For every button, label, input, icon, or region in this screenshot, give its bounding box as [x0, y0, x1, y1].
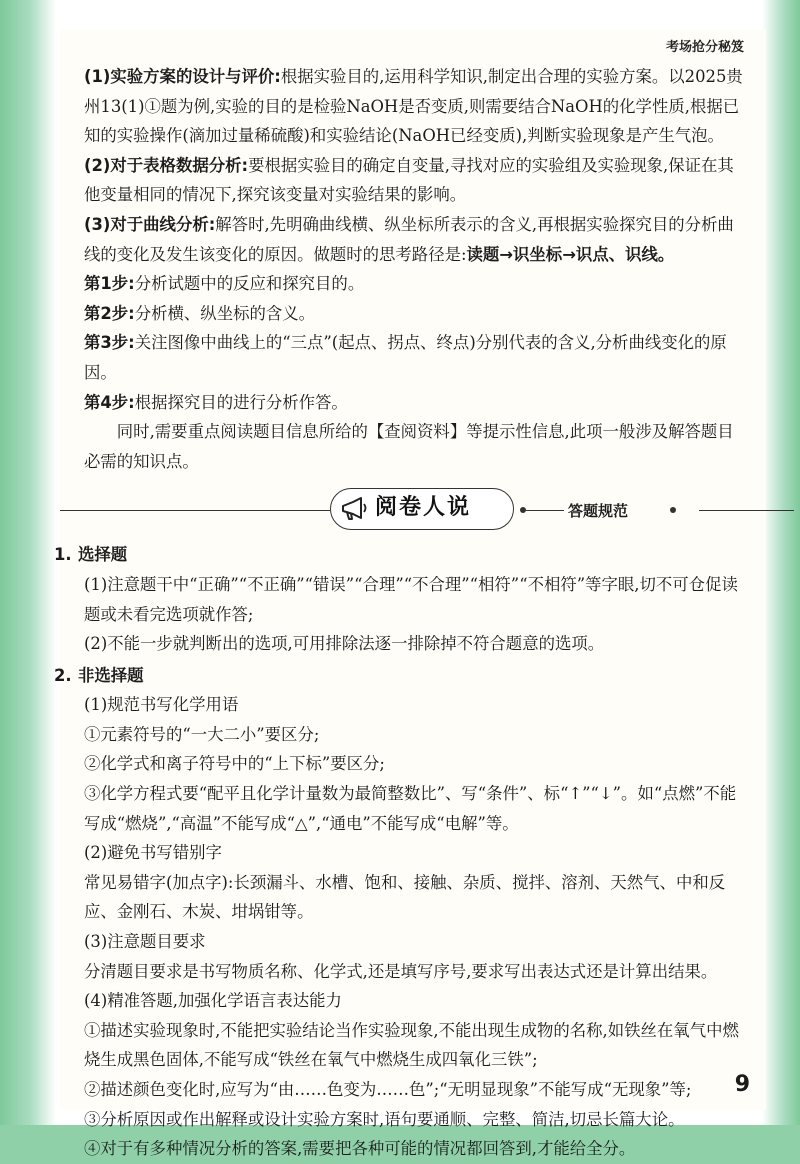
- step-1-text: 分析试题中的反应和探究目的。: [134, 274, 365, 294]
- running-header: 考场抢分秘笈: [665, 40, 744, 55]
- section-2-line: ①元素符号的“一大二小”要区分;: [84, 724, 320, 744]
- step-4: [84, 388, 746, 418]
- intro-1-heading: (1)实验方案的设计与评价:: [84, 67, 281, 86]
- intro-para-1: [84, 62, 746, 151]
- banner-title: 阅卷人说: [375, 495, 472, 521]
- step-2-text: 分析横、纵坐标的含义。: [134, 303, 316, 323]
- step-2: [84, 299, 746, 329]
- step-4-label: 第4步:: [84, 392, 135, 412]
- intro-para-3: [84, 210, 746, 269]
- banner-rule-right: [699, 510, 794, 511]
- section-2-number: 2.: [54, 665, 72, 685]
- step-2-label: 第2步:: [84, 303, 135, 323]
- section-2-line: ②化学式和离子符号中的“上下标”要区分;: [84, 754, 385, 774]
- section-2-line: ②描述颜色变化时,应写为“由……色变为……色”;“无明显现象”不能写成“无现象”等;: [84, 1080, 692, 1099]
- step-3-label: 第3步:: [84, 333, 135, 353]
- megaphone-icon: [339, 494, 369, 524]
- section-1-number: 1.: [54, 545, 72, 565]
- step-4-text: 根据探究目的进行分析作答。: [134, 392, 348, 412]
- section-1-heading: [54, 540, 746, 570]
- intro-2-heading: (2)对于表格数据分析:: [84, 155, 249, 175]
- section-1-line: (1)注意题干中“正确”“不正确”“错误”“合理”“不合理”“相符”“不相符”等字眼,切不可仓促读题或未看完选项就作答;: [84, 574, 738, 624]
- section-choice: [54, 540, 746, 658]
- page-number: 9: [734, 1072, 750, 1097]
- section-1-line: (2)不能一步就判断出的选项,可用排除法逐一排除掉不符合题意的选项。: [84, 634, 605, 654]
- step-1: [84, 269, 746, 299]
- intro-para-2: [84, 151, 746, 210]
- section-2-line: ③分析原因或作出解释或设计实验方案时,语句要通顺、完整、简洁,切忌长篇大论。: [84, 1109, 685, 1129]
- section-1-title: 选择题: [78, 545, 128, 565]
- section-2-line: ④对于有多种情况分析的答案,需要把各种可能的情况都回答到,才能给全分。: [84, 1139, 636, 1159]
- section-2-line: (1)规范书写化学用语: [84, 695, 239, 715]
- banner-dot-right: [670, 507, 676, 513]
- banner-badge: [330, 488, 514, 530]
- section-2-title: 非选择题: [78, 665, 144, 685]
- intro-2-text: 要根据实验目的确定自变量,寻找对应的实验组及实验现象,保证在其他变量相同的情况下,探究该变量对实验结果的影响。: [84, 155, 734, 205]
- section-banner: [60, 480, 770, 538]
- step-3: [84, 328, 746, 387]
- section-2-line: (3)注意题目要求: [84, 932, 206, 952]
- section-2-line: ③化学方程式要“配平且化学计量数为最简整数比”、写“条件”、标“↑”“↓”。如“点燃”不能写成“燃烧”,“高温”不能写成“△”,“通电”不能写成“电解”等。: [84, 784, 737, 833]
- section-2-line: 分清题目要求是书写物质名称、化学式,还是填写序号,要求写出表达式还是计算出结果。: [84, 961, 718, 981]
- intro-3-heading: (3)对于曲线分析:: [84, 214, 216, 234]
- section-2-line: (4)精准答题,加强化学语言表达能力: [84, 991, 342, 1011]
- intro-3-path: 读题→识坐标→识点、识线。: [466, 244, 675, 264]
- section-2-line: ①描述实验现象时,不能把实验结论当作实验现象,不能出现生成物的名称,如铁丝在氧气中燃烧生成黑色固体,不能写成“铁丝在氧气中燃烧生成四氧化三铁”;: [84, 1020, 739, 1070]
- section-2-line: 常见易错字(加点字):长颈漏斗、水槽、饱和、接触、杂质、搅拌、溶剂、天然气、中和反应、金刚石、木炭、坩埚钳等。: [84, 872, 726, 922]
- step-3-text: 关注图像中曲线上的“三点”(起点、拐点、终点)分别代表的含义,分析曲线变化的原因。: [84, 333, 727, 382]
- banner-rule-mid: [526, 510, 564, 511]
- page-content: [54, 62, 746, 1164]
- intro-3-text: 解答时,先明确曲线横、纵坐标所表示的含义,再根据实验探究目的分析曲线的变化及发生该变化的原因。做题时的思考路径是:: [84, 214, 734, 264]
- section-2-heading: [54, 661, 746, 691]
- step-1-label: 第1步:: [84, 274, 135, 294]
- section-2-line: (2)避免书写错别字: [84, 843, 222, 863]
- banner-tag: 答题规范: [568, 502, 629, 521]
- banner-rule-left: [60, 510, 330, 511]
- intro-1-text: 根据实验目的,运用科学知识,制定出合理的实验方案。以2025贵州13(1)①题为例,实验的目的是检验NaOH是否变质,则需要结合NaOH的化学性质,根据已知的实验操作(滴加过量稀硫酸)和实验结论(NaOH已经变质),判断实验现象是产生气泡。: [84, 67, 743, 146]
- section-nonchoice: [54, 661, 746, 1164]
- intro-note: 同时,需要重点阅读题目信息所给的【查阅资料】等提示性信息,此项一般涉及解答题目必需的知识点。: [84, 422, 734, 471]
